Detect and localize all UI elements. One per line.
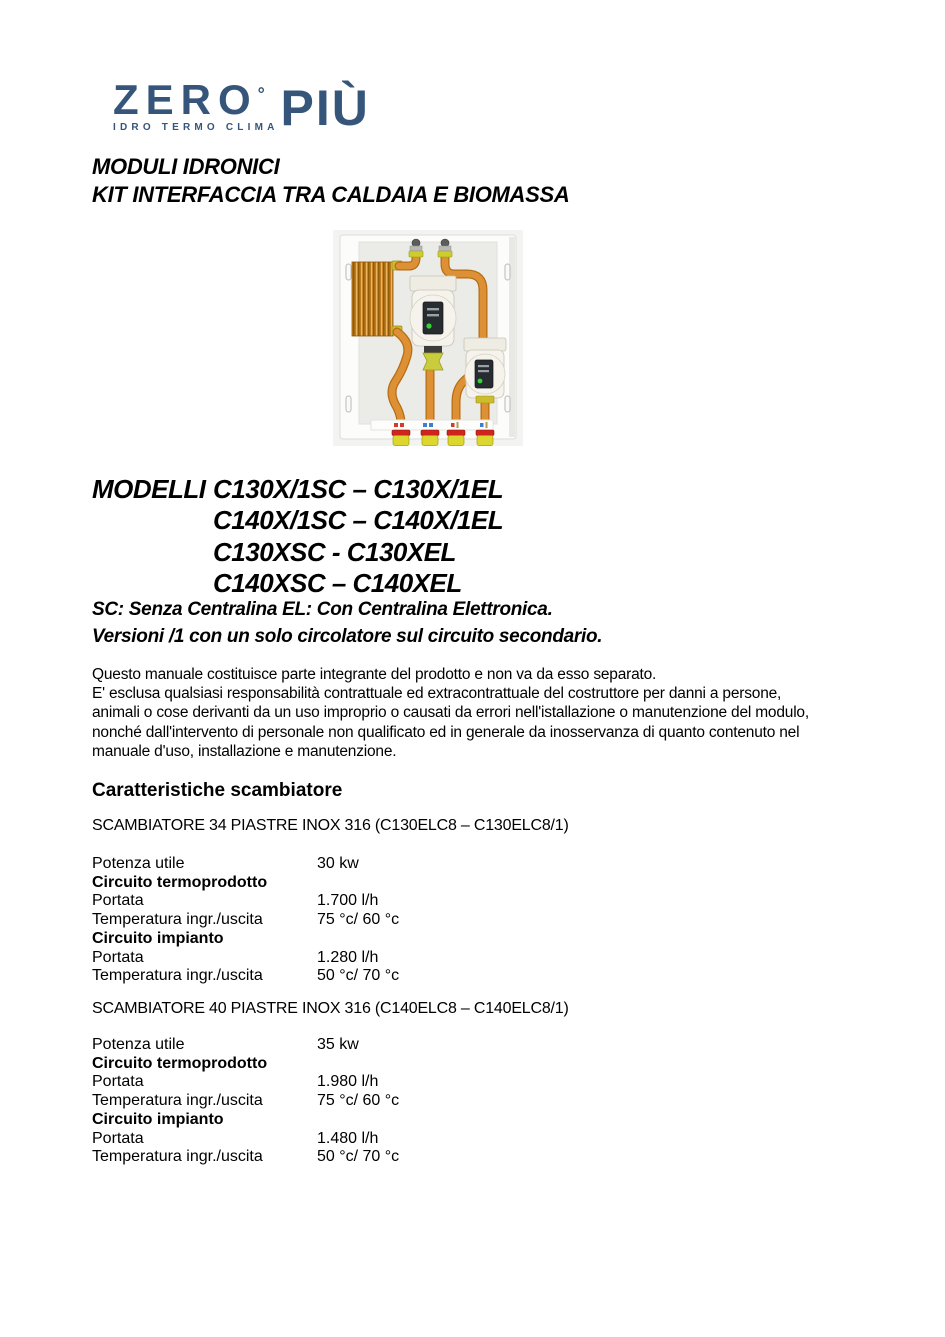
- plate-heat-exchanger: [352, 262, 393, 336]
- spec-label: Circuito impianto: [92, 1110, 224, 1128]
- pump2-led: [478, 379, 483, 384]
- spec-label: Circuito termoprodotto: [92, 1054, 268, 1072]
- disclaimer-line-5: manuale d'uso, installazione e manutenzione.: [92, 742, 397, 760]
- spec-label: Portata: [92, 1073, 144, 1091]
- spec-row: [92, 1148, 399, 1167]
- disclaimer-line-1: Questo manuale costituisce parte integrante del prodotto e non va da esso separato.: [92, 666, 657, 683]
- spec-row: [92, 967, 399, 986]
- model-line-3: C130XSC - C130XEL: [213, 536, 456, 567]
- spec-label: Temperatura ingr./uscita: [92, 1148, 263, 1166]
- models-prefix: MODELLI: [92, 474, 206, 504]
- brand-name-secondary: PIÙ: [280, 80, 370, 136]
- spec-value: 1.280 l/h: [317, 948, 379, 966]
- pump2-display: [475, 360, 493, 388]
- exchanger2-spec-table: [92, 1036, 399, 1167]
- brand-name-primary-text: ZERO: [113, 76, 258, 123]
- models-heading: [92, 474, 503, 599]
- spec-row: [92, 855, 399, 874]
- spec-row: [92, 892, 399, 911]
- spec-row: [92, 1073, 399, 1092]
- spec-row: [92, 874, 399, 893]
- spec-value: 75 °c/ 60 °c: [317, 1092, 400, 1110]
- circulator-pump-2: [464, 338, 506, 403]
- page-title: [92, 153, 569, 209]
- exchanger2-title: SCAMBIATORE 40 PIASTRE INOX 316 (C140ELC8 – C140ELC8/1): [92, 1000, 569, 1017]
- model-line-1: [92, 474, 503, 505]
- spec-label: Temperatura ingr./uscita: [92, 911, 263, 929]
- spec-row: [92, 911, 399, 930]
- brand-degree-mark: °: [257, 84, 265, 104]
- spec-row: [92, 949, 399, 968]
- spec-label: Circuito termoprodotto: [92, 873, 268, 891]
- spec-row: [92, 1111, 399, 1130]
- model-line-2: C140X/1SC – C140X/1EL: [213, 505, 504, 536]
- spec-row: [92, 1036, 399, 1055]
- spec-label: Potenza utile: [92, 855, 185, 872]
- model-notes: [92, 597, 602, 650]
- model-note-1: SC: Senza Centralina EL: Con Centralina Elettronica.: [92, 599, 553, 620]
- spec-row: [92, 1130, 399, 1149]
- section-heading: Caratteristiche scambiatore: [92, 780, 343, 801]
- spec-label: Temperatura ingr./uscita: [92, 967, 263, 985]
- spec-label: Potenza utile: [92, 1036, 185, 1053]
- model-item-1: C130X/1SC – C130X/1EL: [213, 474, 504, 504]
- brand-name-primary: [113, 74, 279, 123]
- spec-value: 50 °c/ 70 °c: [317, 967, 400, 985]
- spec-value: 30 kw: [317, 855, 359, 872]
- page-title-line1: MODULI IDRONICI: [92, 154, 280, 179]
- disclaimer-line-4: nonché dall'intervento di personale non qualificato ed in generale da inosservanza di quanto contenuto nel: [92, 723, 800, 741]
- brand-logo: [113, 74, 370, 136]
- hydronic-module-illustration: [333, 230, 523, 446]
- brand-logo-zero-block: [113, 74, 279, 133]
- spec-value: 35 kw: [317, 1036, 359, 1053]
- model-note-2: Versioni /1 con un solo circolatore sul circuito secondario.: [92, 625, 603, 647]
- spec-label: Portata: [92, 1129, 144, 1147]
- spec-label: Portata: [92, 948, 144, 966]
- model-line-4: C140XSC – C140XEL: [213, 567, 462, 598]
- spec-value: 1.700 l/h: [317, 892, 379, 910]
- product-photo: [333, 230, 523, 446]
- spec-row: [92, 1092, 399, 1111]
- spec-value: 1.480 l/h: [317, 1129, 379, 1147]
- spec-value: 1.980 l/h: [317, 1073, 379, 1091]
- spec-row: [92, 930, 399, 949]
- spec-value: 50 °c/ 70 °c: [317, 1148, 400, 1166]
- spec-value: 75 °c/ 60 °c: [317, 911, 400, 929]
- disclaimer-paragraph: [92, 665, 809, 761]
- spec-label: Temperatura ingr./uscita: [92, 1092, 263, 1110]
- disclaimer-line-2: E' esclusa qualsiasi responsabilità contrattuale ed extracontrattuale del costruttore per danni a persone,: [92, 685, 782, 703]
- brand-tagline: IDRO TERMO CLIMA: [113, 122, 279, 133]
- exchanger1-title: SCAMBIATORE 34 PIASTRE INOX 316 (C130ELC8 – C130ELC8/1): [92, 817, 569, 834]
- spec-label: Portata: [92, 892, 144, 910]
- circulator-pump-1: [410, 276, 456, 353]
- pump1-display: [423, 302, 443, 334]
- spec-row: [92, 1055, 399, 1074]
- disclaimer-line-3: animali o cose derivanti da un uso improprio o causati da errori nell'istallazione o manutenzione del modulo,: [92, 704, 809, 722]
- pump1-led: [426, 323, 431, 328]
- spec-label: Circuito impianto: [92, 929, 224, 947]
- page-title-line2: KIT INTERFACCIA TRA CALDAIA E BIOMASSA: [92, 182, 570, 207]
- exchanger1-spec-table: [92, 855, 399, 986]
